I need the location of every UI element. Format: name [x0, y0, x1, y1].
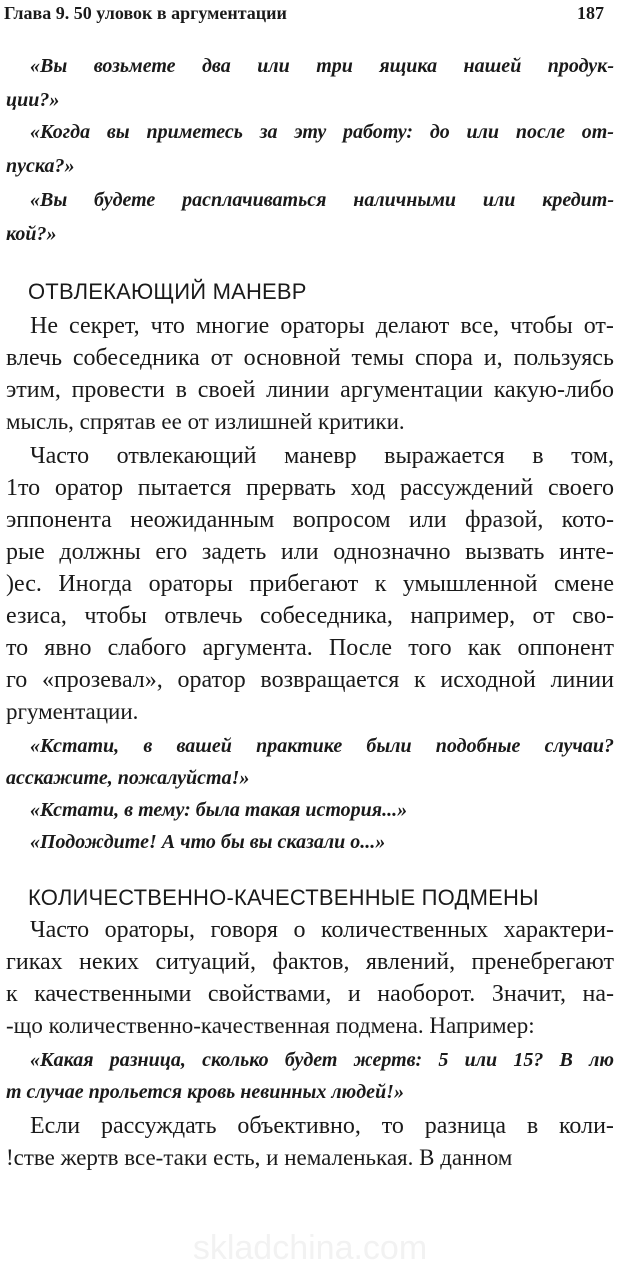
text-line: Часто ораторы, говоря о количественных характери-: [30, 917, 614, 943]
text-line: 1то оратор пытается прервать ход рассуждений своего: [6, 475, 614, 501]
text-line: эппонента неожиданным вопросом или фразой, кото-: [6, 507, 614, 533]
page-number: 187: [577, 3, 604, 23]
text-line: «Когда вы приметесь за эту работу: до или после от-: [30, 121, 614, 143]
text-line: гиках неких ситуаций, фактов, явлений, пренебрегают: [6, 949, 614, 975]
text-line: ции?»: [6, 89, 60, 111]
text-line: то явно слабого аргумента. После того как оппонент: [6, 635, 614, 661]
text-line: кой?»: [6, 223, 57, 245]
text-line: «Кстати, в тему: была такая история...»: [30, 799, 408, 821]
text-line: !стве жертв все-таки есть, и немаленькая. В данном: [6, 1145, 513, 1170]
text-line: -що количественно-качественная подмена. Например:: [6, 1013, 535, 1038]
text-line: «Подождите! А что бы вы сказали о...»: [30, 831, 386, 853]
running-head: [4, 0, 604, 26]
text-line: к качественными свойствами, и наоборот. Значит, на-: [6, 981, 614, 1007]
text-line: «Кстати, в вашей практике были подобные случаи?: [30, 735, 614, 757]
text-line: этим, провести в своей линии аргументации какую-либо: [6, 377, 614, 403]
section-heading: ОТВЛЕКАЮЩИЙ МАНЕВР: [28, 279, 307, 304]
text-line: Не секрет, что многие ораторы делают все, чтобы от-: [30, 313, 614, 339]
watermark: skladchina.com: [192, 1229, 428, 1267]
text-line: пуска?»: [6, 155, 75, 177]
chapter-title: Глава 9. 50 уловок в аргументации: [4, 3, 287, 23]
text-line: «Вы возьмете два или три ящика нашей продук-: [30, 55, 614, 77]
text-line: «Вы будете расплачиваться наличными или кредит-: [30, 189, 614, 211]
text-line: асскажите, пожалуйста!»: [6, 767, 250, 789]
text-line: езиса, чтобы отвлечь собеседника, например, от сво-: [6, 603, 614, 629]
text-line: влечь собеседника от основной темы спора и, пользуясь: [6, 345, 614, 371]
text-line: рые должны его задеть или однозначно вызвать инте-: [6, 539, 614, 565]
text-line: го «прозевал», оратор возвращается к исходной линии: [6, 667, 614, 693]
text-line: )ес. Иногда ораторы прибегают к умышленной смене: [6, 571, 614, 597]
text-line: т случае прольется кровь невинных людей!»: [6, 1081, 404, 1103]
text-line: «Какая разница, сколько будет жертв: 5 или 15? В лю: [30, 1049, 614, 1071]
text-line: мысль, спрятав ее от излишней критики.: [6, 409, 405, 434]
text-line: ргументации.: [6, 699, 139, 724]
text-line: Часто отвлекающий маневр выражается в том,: [30, 443, 614, 469]
text-line: Если рассуждать объективно, то разница в коли-: [30, 1113, 614, 1139]
section-heading: КОЛИЧЕСТВЕННО-КАЧЕСТВЕННЫЕ ПОДМЕНЫ: [28, 885, 539, 910]
